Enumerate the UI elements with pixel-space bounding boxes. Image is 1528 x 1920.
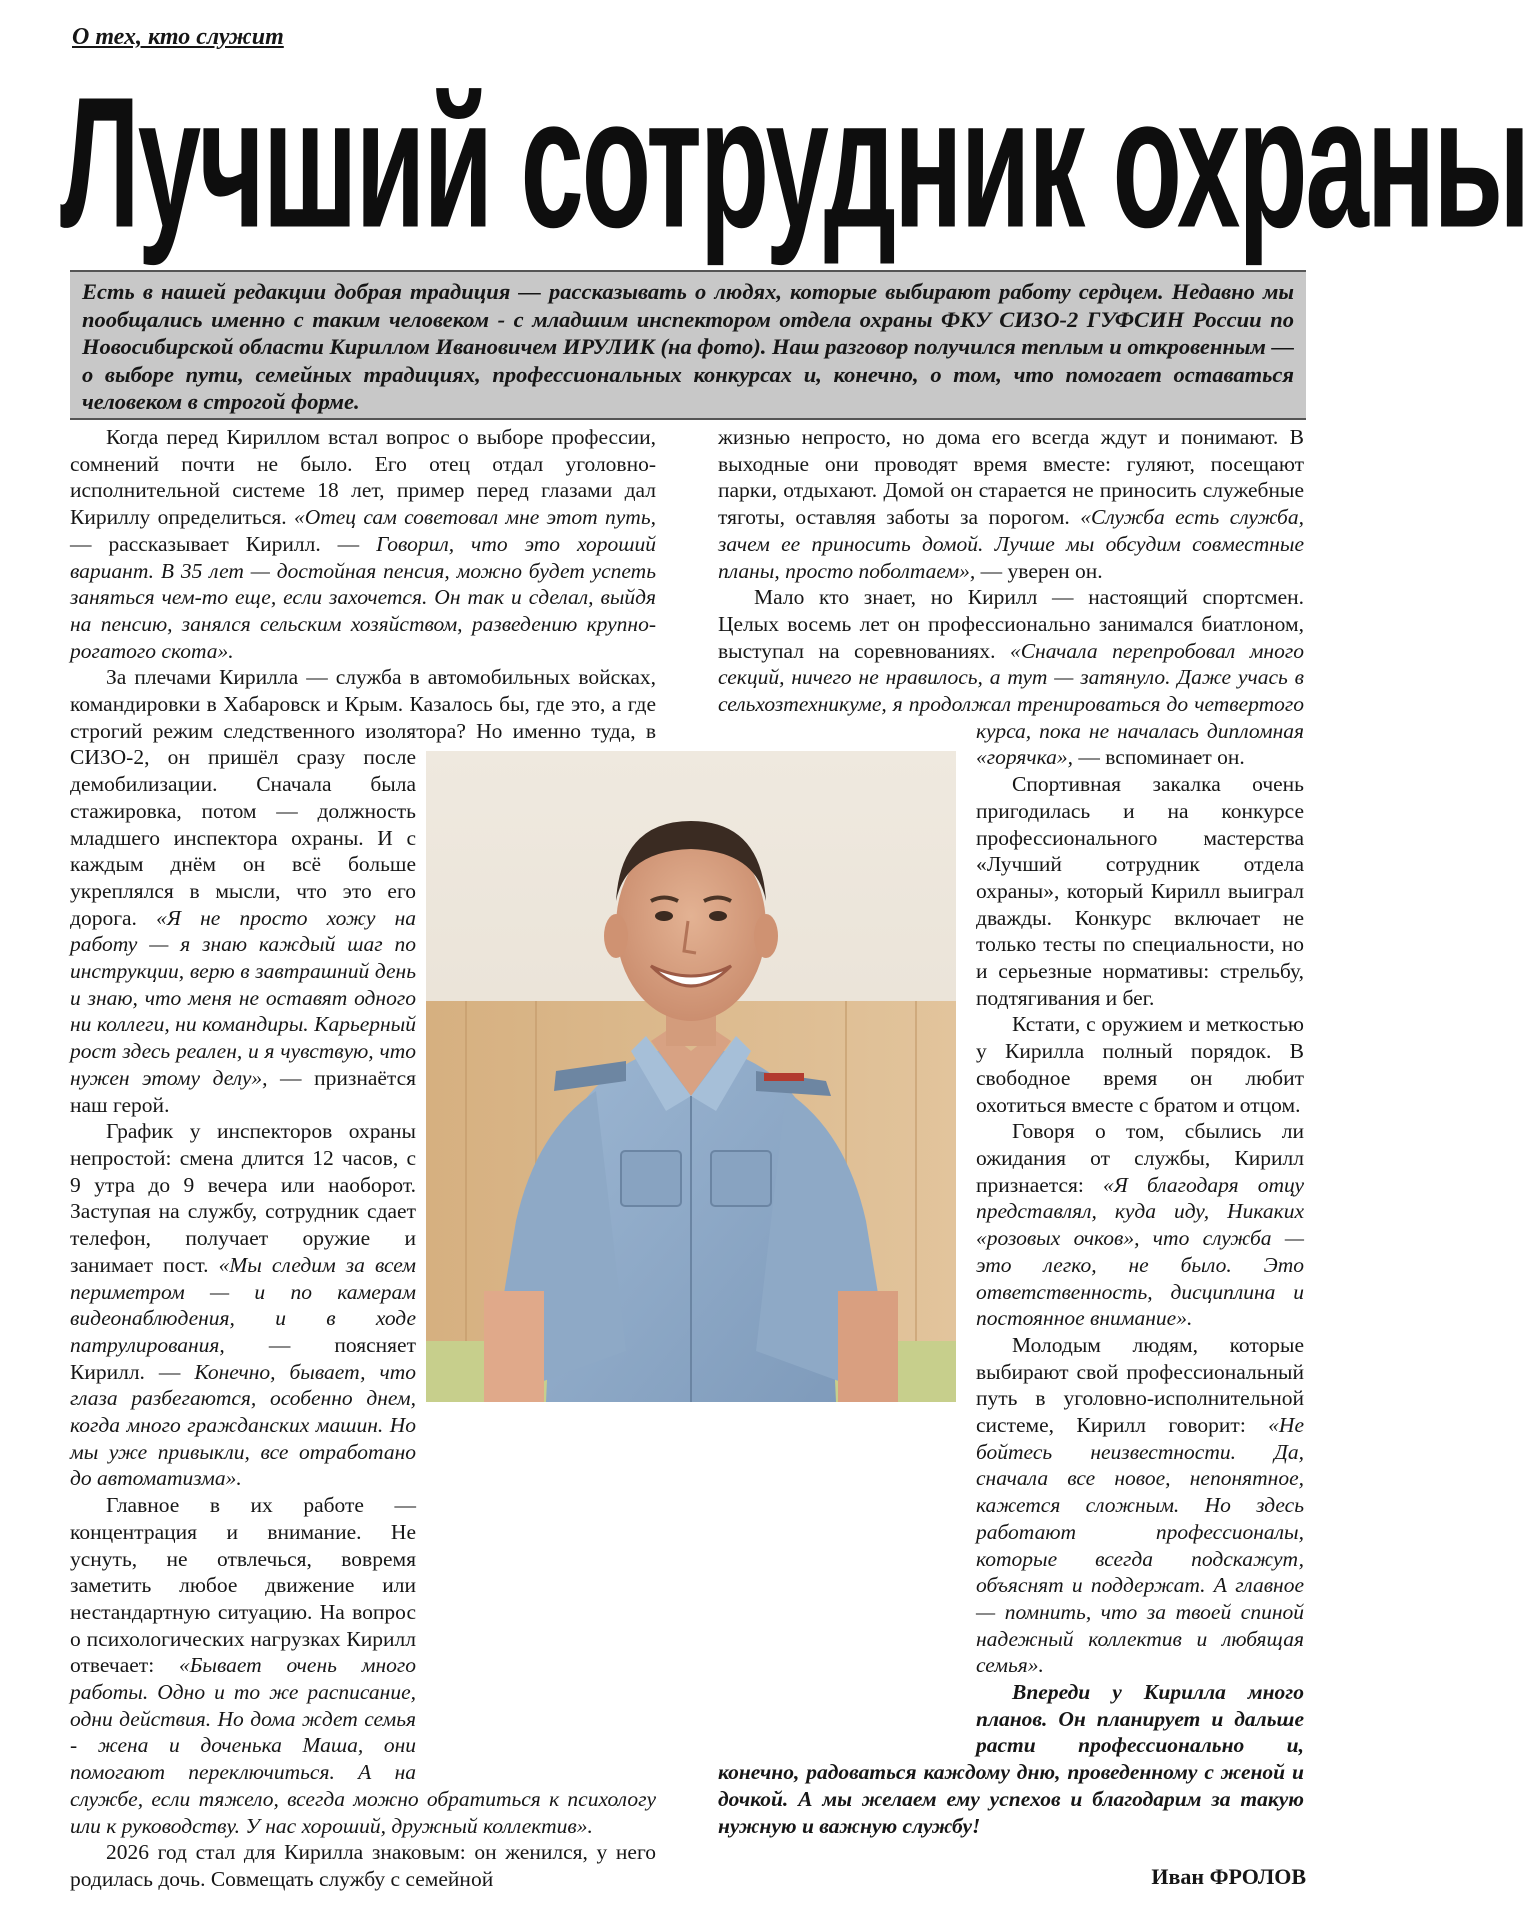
quote-span: «Не бойтесь неизвестности. Да, сначала все новое, непонятное, кажется сложным. Но здесь работают профессионалы, которые всегда подскажут, объяснят и поддержат. А главное — помнить, что за твоей спиной надежный коллектив и любящая семья». xyxy=(976,1413,1304,1678)
left-paragraph-5 xyxy=(70,1839,656,1892)
author-signature: Иван ФРОЛОВ xyxy=(1151,1864,1306,1889)
text-span: 2026 год стал для Кирилла знаковым: он женился, у него родилась дочь. Совмещать службу с семейной xyxy=(70,1840,656,1891)
headline: Лучший сотрудник охраны xyxy=(60,57,1528,267)
quote-span: «Служба есть служба, зачем ее приносить домой. Лучше мы обсудим совместные планы, просто поболтаем», xyxy=(718,505,1304,583)
portrait-illustration xyxy=(426,751,956,1402)
text-span: — рассказывает Кирилл. — xyxy=(70,531,377,556)
text-span: График у инспекторов охраны непростой: смена длится 12 часов, с 9 утра до 9 вечера или наоборот. Заступая на службу, сотрудник сдает телефон, получает оружие и занимает пост. xyxy=(70,1119,416,1277)
right-paragraph-3: Спортивная закалка очень пригодилась и на конкурсе профессионального мастерства «Лучший сотрудник отдела охраны», который Кирилл выиграл дважды. Конкурс включает не только тесты по специальности, но и серьезные нормативы: стрельбу, подтягивания и бег. xyxy=(976,772,1304,1010)
quote-span: Конечно, бывает, что глаза разбегаются, особенно днем, когда много гражданских машин. Но мы уже привыкли, все отработано до автоматизма». xyxy=(70,1359,416,1491)
quote-span: «Я благодаря отцу представлял, куда иду, Никаких «розовых очков», что служба — это легко, не было. Это ответственность, дисциплина и постоянное внимание». xyxy=(976,1172,1304,1331)
text-span: жизнью непросто, но дома его всегда ждут и понимают. В выходные они проводят время вместе: гуляют, посещают парки, отдыхают. Домой он старается не приносить служебные тяготы, оставляя заботы за порогом. xyxy=(718,425,1304,530)
text-span: Главное в их работе — концентрация и внимание. Не уснуть, не отвлечься, вовремя заметить любое движение или нестандартную ситуацию. На вопрос о психологических нагрузках Кирилл отвечает: xyxy=(70,1493,416,1678)
text-span: Мало кто знает, но Кирилл — настоящий спортсмен. Целых восемь лет он профессионально занимался биатлоном, выступал на соревнованиях. xyxy=(718,585,1304,663)
quote-span: «Сначала перепробовал много секций, ничего не нравилось, а тут — затянуло. Даже учась в сельхозтехникуме, я продолжал тренироваться до четвертого курса, пока не началась дипломная «горячка», xyxy=(718,638,1304,770)
portrait-photo xyxy=(426,751,956,1402)
quote-span: «Я не просто хожу на работу — я знаю каждый шаг по инструкции, верю в завтрашний день и знаю, что меня не оставят одного ни коллеги, ни командиры. Карьерный рост здесь реален, и я чувствую, что нужен этому делу», xyxy=(70,905,416,1090)
text-span: — вспоминает он. xyxy=(1073,745,1245,770)
headline-box xyxy=(60,38,1528,268)
text-span: Когда перед Кириллом встал вопрос о выборе профессии, сомнений почти не было. Его отец отдал уголовно-исполнительной системе 18 лет, пример перед глазами дал Кириллу определиться. xyxy=(70,425,656,530)
text-span: — уверен он. xyxy=(975,558,1103,583)
quote-span: Говорил, что это хороший вариант. В 35 лет — достойная пенсия, можно будет успеть заняться чем-то еще, если захочется. Он так и сделал, выйдя на пенсию, занялся сельским хозяйством, разведению крупно-рогатого скота». xyxy=(70,531,657,663)
text-span: За плечами Кирилла — служба в автомобильных войсках, командировки в Хабаровск и Крым. Казалось бы, где это, а где строгий режим следственного изолятора? Но именно туда, в СИЗО-2, он пришёл сразу после демобилизации. Сначала была стажировка, потом — должность младшего инспектора охраны. И с каждым днём он всё больше укреплялся в мысли, что это его дорога. xyxy=(70,665,656,930)
right-paragraph-4: Кстати, с оружием и меткостью у Кирилла полный порядок. В свободное время он любит охотиться вместе с братом и отцом. xyxy=(976,1012,1304,1117)
quote-span: «Бывает очень много работы. Одно и то же расписание, одни действия. Но дома ждет семья - жена и доченька Маша, они помогают переключиться. А на службе, если тяжело, всегда можно обратиться к психологу или к руководству. У нас хороший, дружный коллектив». xyxy=(70,1653,656,1838)
left-paragraph-1 xyxy=(70,424,656,664)
text-span: — признаётся наш герой. xyxy=(70,1065,417,1117)
rubric: О тех, кто служит xyxy=(72,24,284,50)
lead-paragraph: Есть в нашей редакции добрая традиция — рассказывать о людях, которые выбирают работу сердцем. Недавно мы пообщались именно с таким человеком - с младшим инспектором отдела охраны ФКУ СИЗО-2 ГУФСИН России по Новосибирской области Кириллом Ивановичем ИРУЛИК (на фото). Наш разговор получился теплым и откровенным — о выборе пути, семейных традициях, профессиональных конкурсах и, конечно, о том, что помогает оставаться человеком в строгой форме. xyxy=(70,270,1306,420)
text-span: Говоря о том, сбылись ли ожидания от службы, Кирилл признается: xyxy=(976,1119,1304,1197)
right-paragraph-1 xyxy=(718,424,1304,584)
text-span: Молодым людям, которые выбирают свой профессиональный путь в уголовно-исполнительной системе, Кирилл говорит: xyxy=(976,1332,1304,1438)
quote-span: «Отец сам советовал мне этот путь, xyxy=(293,505,656,530)
quote-span: «Мы следим за всем периметром — и по камерам видеонаблюдения, и в ходе патрулирования, xyxy=(70,1252,416,1357)
text-span: — поясняет Кирилл. — xyxy=(70,1332,416,1384)
closing-paragraph: Впереди у Кирилла много планов. Он планирует и дальше расти профессионально и, конечно, радоваться каждому дню, проведенному с женой и дочкой. А мы желаем ему успехов и благодарим за такую нужную и важную службу! xyxy=(718,1680,1304,1838)
